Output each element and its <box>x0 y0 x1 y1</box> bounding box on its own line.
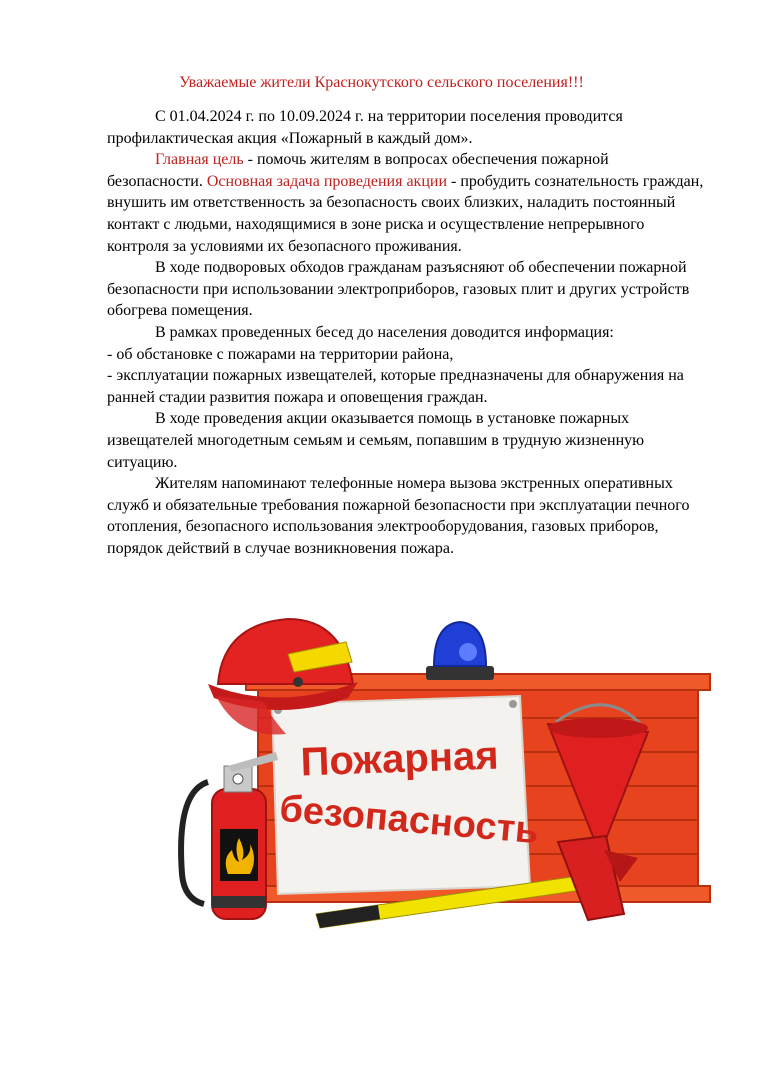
fire-safety-illustration <box>168 614 723 964</box>
paragraph-dates: С 01.04.2024 г. по 10.09.2024 г. на территории поселения проводится профилактическая акция «Пожарный в каждый дом». <box>107 108 623 147</box>
task-label: Основная задача проведения акции <box>206 172 448 190</box>
paragraph-assistance: В ходе проведения акции оказывается помощь в установке пожарных извещателей многодетным семьям и семьям, попавшим в трудную жизненную ситуацию. <box>107 410 645 471</box>
paragraph-visits: В ходе подворовых обходов гражданам разъясняют об обеспечении пожарной безопасности при использовании электроприборов, газовых плит и других устройств обогрева помещения. <box>107 259 690 320</box>
sign-title-line2: безопасность <box>277 787 541 853</box>
goal-text: - помочь жителям в вопросах обеспечения пожарной безопасности. <box>107 151 609 190</box>
siren-icon <box>426 622 494 680</box>
sign-title-line1: Пожарная <box>299 733 500 785</box>
page-title: Уважаемые жители Краснокутского сельского поселения!!! <box>179 74 584 91</box>
paragraph-reminders: Жителям напоминают телефонные номера вызова экстренных оперативных служб и обязательные требования пожарной безопасности при эксплуатации печного отопления, безопасного использования электрооборудования, газовых приборов, порядок действий в случае возникновения пожара. <box>107 475 690 557</box>
list-item: - об обстановке с пожарами на территории района, <box>107 345 454 363</box>
task-text: - пробудить сознательность граждан, внушить им ответственность за безопасность своих близких, наладить постоянный контакт с людьми, находящимися в зоне риска и осуществление непрерывного контроля за условиями их безопасного проживания. <box>107 172 704 255</box>
paragraph-info-intro: В рамках проведенных бесед до населения доводится информация: <box>155 323 614 341</box>
announcement-body <box>107 106 707 559</box>
list-item: - эксплуатации пожарных извещателей, которые предназначены для обнаружения на ранней стадии развития пожара и оповещения граждан. <box>107 367 684 406</box>
paragraph-goal <box>107 149 707 257</box>
goal-label: Главная цель <box>155 151 244 169</box>
